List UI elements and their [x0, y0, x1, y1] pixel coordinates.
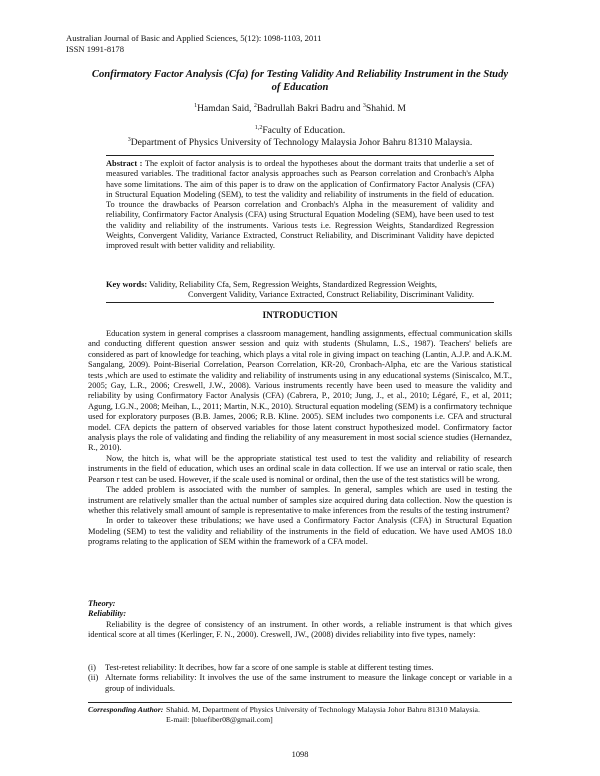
corresponding-author: [88, 705, 512, 724]
list-item-number: (ii): [88, 673, 99, 683]
keywords-line-2: Convergent Validity, Variance Extracted, Construct Reliability, Discriminant Validity.: [188, 290, 474, 300]
keywords-line-1: Validity, Reliability Cfa, Sem, Regression Weights, Standardized Regression Weights,: [149, 280, 437, 289]
reliability-heading: Reliability:: [88, 609, 127, 619]
keywords-bottom-rule: [106, 302, 494, 303]
list-item: [88, 663, 512, 673]
author-3-marker: 3: [362, 102, 366, 109]
abstract-top-rule: [106, 155, 494, 156]
introduction-heading: INTRODUCTION: [262, 311, 338, 321]
reliability-type-list: [88, 663, 512, 694]
abstract: [106, 159, 494, 252]
author-3: Shahid. M: [365, 103, 406, 114]
author-list: [0, 103, 600, 114]
abstract-text: The exploit of factor analysis is to ordeal the hypotheses about the dormant traits that underlie a set of measured variables. The traditional factor analysis approaches such as Pearson correlation and Cronbach's Alpha have some limitations. The aim of this paper is to draw on the application of Confirmatory Factor Analysis (CFA) in Structural Equation Modeling (SEM), to test the validity and reliability of instruments in the field of education. To trounce the drawbacks of Pearson correlation and Cronbach's Alpha in the measurement of validity and reliability, Confirmatory Factor Analysis (CFA) using Structural Equation Modeling (SEM), have been used to test the validity and reliability of the instruments. Various tests i.e. Regression Weights, Standardized Regression Weights, Convergent Validity, Variance Extracted, Construct Reliability, and Discriminant Validity have depicted improved result with better validity and reliability.: [106, 159, 494, 251]
abstract-label: Abstract :: [106, 159, 143, 168]
corresponding-author-email: E-mail: [bluefiber08@gmail.com]: [166, 714, 273, 724]
paper-title: Confirmatory Factor Analysis (Cfa) for Testing Validity And Reliability Instrument in the Study of Education: [91, 69, 509, 93]
author-1: Hamdan Said,: [197, 103, 254, 114]
affiliation-2-text: Department of Physics University of Technology Malaysia Johor Bahru 81310 Malaysia.: [130, 137, 473, 148]
journal-issn: ISSN 1991-8178: [66, 44, 125, 54]
corresponding-author-label: Corresponding Author:: [88, 705, 164, 714]
list-item-number: (i): [88, 663, 96, 672]
author-1-marker: 1: [194, 102, 198, 109]
author-2: Badrullah Bakri Badru and: [256, 103, 363, 114]
introduction-body: [88, 329, 512, 548]
intro-paragraph: The added problem is associated with the number of samples. In general, samples which are used in testing the instrument are relatively smaller than the actual number of samples size acquired during data collection. Now the question is whether this relatively small amount of sample is representative to make inferences from the results of the testing instrument?: [88, 485, 512, 515]
journal-citation: Australian Journal of Basic and Applied Sciences, 5(12): 1098-1103, 2011: [66, 33, 322, 43]
keywords-label: Key words:: [106, 280, 148, 289]
affiliation-2-marker: 3: [127, 136, 131, 143]
list-item: [88, 673, 512, 694]
corresponding-author-text: Shahid. M, Department of Physics University of Technology Malaysia Johor Bahru 81310 Malaysia.: [166, 705, 480, 714]
list-item-text: Test-retest reliability: It decribes, how far a score of one sample is stable at different testing times.: [105, 663, 434, 672]
affiliation-1-marker: 1,2: [254, 124, 263, 131]
theory-headings: [88, 599, 126, 620]
journal-header: [66, 33, 321, 55]
intro-paragraph: Education system in general comprises a classroom management, handling assignments, effectual communication skills and conducting different question answer session and quiz with students (Shulamn, L.S., 1987). Teachers' beliefs are considered as part of knowledge for teaching, which plays a vital role in giving impact on teaching (Lantin, A.J.P. and A.K.M. Sangalang, 2009). Point-Biserial Correlation, Pearson Correlation, KR-20, Cronbach-Alpha, etc are the Various statistical tests ,which are used to estimate the validity and reliability of instruments using in any educational systems (Siniscalco, M.T., 2005; Gay, L.R., 2006; Creswell, J.W., 2008). Various instruments recently have been used to measure the validity and reliability by using Confirmatory Factor Analysis (CFA) (Cabrera, P., 2010; Jung, J., et al., 2010; Légaré, F., et al, 2011; Agung, I.G.N., 2008; Meihan, L., 2011; Martin, N.K., 2010). Structural equation modeling (SEM) is a confirmatory technique used for exploratory purposes (B.B. James, 2006; R.B. Kline. 2005). SEM includes two components i.e. CFA and structural model. CFA depicts the pattern of observed variables for those latent construct hypothesized model. Confirmatory factor analysis plays the role of validating and finding the reliability of any measurement in most social science studies (Hernandez, R., 2010).: [88, 329, 512, 453]
intro-paragraph: Now, the hitch is, what will be the appropriate statistical test used to test the validity and reliability of research instruments in the field of education, which uses an ordinal scale in data collection. If we use an interval or ratio scale, then Pearson r test can be used. However, if the scale used is nominal or ordinal, then the use of the test statistics will be wrong.: [88, 453, 512, 484]
theory-heading: Theory:: [88, 599, 116, 608]
affiliation-2: [0, 137, 600, 149]
affiliation-1-text: Faculty of Education.: [262, 125, 346, 136]
keywords: [106, 280, 494, 301]
footnote-rule: [88, 702, 512, 703]
page-number: 1098: [291, 750, 309, 759]
affiliation-1: [0, 125, 600, 137]
reliability-body: [88, 620, 512, 641]
list-item-text: Alternate forms reliability: It involves the use of the same instrument to measure the linkage concept or variable in a group of individuals.: [105, 673, 512, 693]
reliability-paragraph: Reliability is the degree of consistency of an instrument. In other words, a reliable instrument is that which gives identical score at all times (Kerlinger, F. N., 2000). Creswell, JW., (2008) divides reliability into five types, namely:: [88, 620, 512, 640]
intro-paragraph: In order to takeover these tribulations; we have used a Confirmatory Factor Analysis (CFA) in Structural Equation Modeling (SEM) to test the validity and reliability of the instruments in the field of education. We have used AMOS 18.0 programs relating to the application of SEM within the framework of a CFA model.: [88, 516, 512, 547]
author-2-marker: 2: [253, 102, 257, 109]
